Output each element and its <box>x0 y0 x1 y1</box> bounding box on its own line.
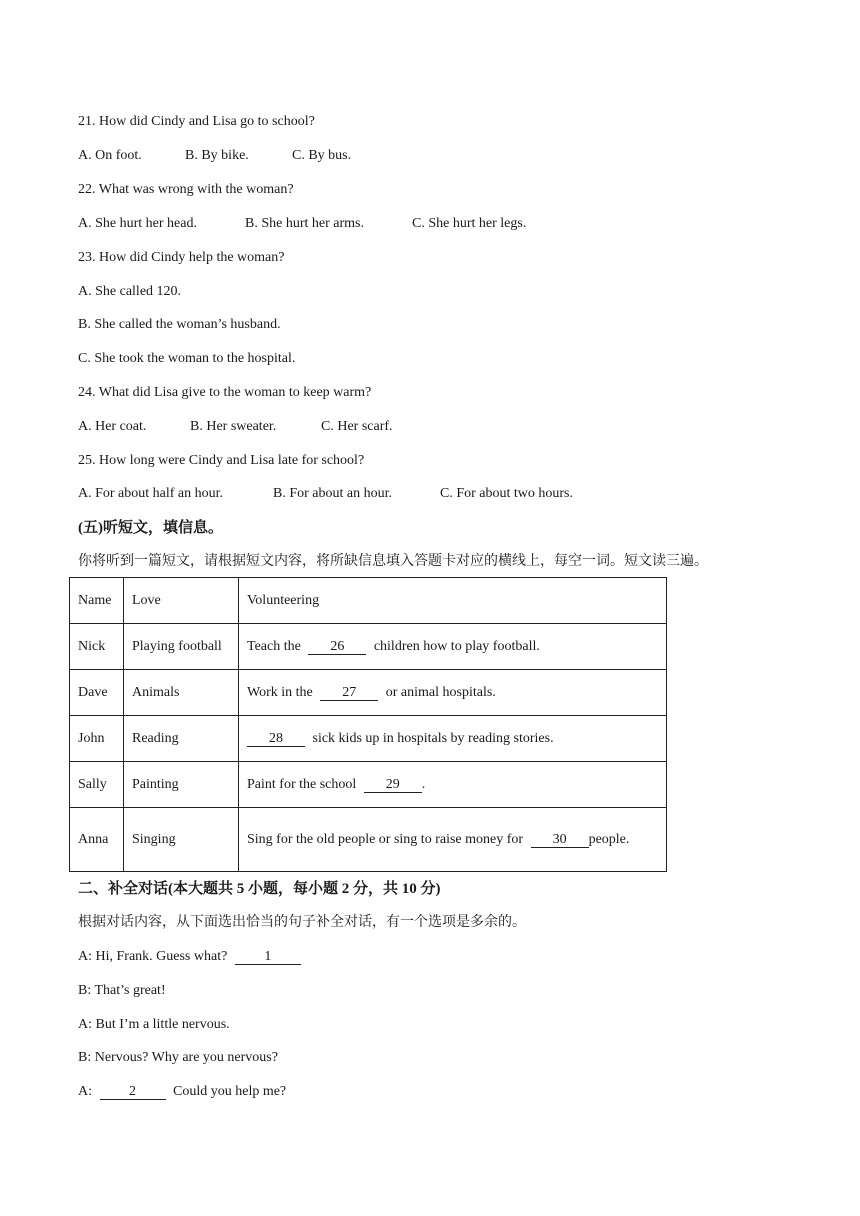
section-heading: (五)听短文，填信息。 <box>78 520 223 536</box>
option-b: B. Her sweater. <box>190 419 277 434</box>
options-row <box>78 147 351 165</box>
cell-volunteering <box>239 762 667 808</box>
header-volunteering: Volunteering <box>239 578 667 624</box>
option-c: C. Her scarf. <box>321 419 393 434</box>
text-pre: Teach the <box>247 638 301 654</box>
cell-volunteering <box>239 670 667 716</box>
table-row <box>70 808 667 872</box>
cell-love: Reading <box>124 716 239 762</box>
question-text: 22. What was wrong with the woman? <box>78 182 294 197</box>
dialogue-line: A: But I’m a little nervous. <box>78 1017 230 1032</box>
text-pre: Sing for the old people or sing to raise money for <box>247 831 524 847</box>
options-row <box>78 485 573 503</box>
option-a: A. For about half an hour. <box>78 486 224 501</box>
cell-love: Playing football <box>124 624 239 670</box>
option-c: C. She took the woman to the hospital. <box>78 351 296 366</box>
answer-blank[interactable]: 2 <box>100 1085 166 1100</box>
question-text: 24. What did Lisa give to the woman to keep warm? <box>78 385 372 400</box>
option-b: B. She hurt her arms. <box>245 216 364 231</box>
table-row <box>70 670 667 716</box>
text-post: children how to play football. <box>373 638 540 654</box>
option-c: C. She hurt her legs. <box>412 216 527 231</box>
answer-blank[interactable]: 28 <box>247 732 305 747</box>
option-c: C. For about two hours. <box>440 486 573 501</box>
dialogue-text: A: <box>78 1084 92 1099</box>
cell-name: Sally <box>70 762 124 808</box>
text-pre: Work in the <box>247 684 313 700</box>
options-row <box>78 418 393 436</box>
question-text: 21. How did Cindy and Lisa go to school? <box>78 114 315 129</box>
cell-love: Painting <box>124 762 239 808</box>
header-name: Name <box>70 578 124 624</box>
option-b: B. For about an hour. <box>273 486 392 501</box>
dialogue-line <box>78 1083 286 1101</box>
question-text: 25. How long were Cindy and Lisa late for school? <box>78 453 365 468</box>
cell-love: Animals <box>124 670 239 716</box>
cell-name: Nick <box>70 624 124 670</box>
question-text: 23. How did Cindy help the woman? <box>78 250 285 265</box>
header-love: Love <box>124 578 239 624</box>
dialogue-text: A: Hi, Frank. Guess what? <box>78 949 228 964</box>
cell-volunteering <box>239 624 667 670</box>
table-header-row <box>70 578 667 624</box>
table-row <box>70 624 667 670</box>
info-table <box>69 577 667 872</box>
dialogue-line: B: That’s great! <box>78 983 166 998</box>
cell-volunteering <box>239 716 667 762</box>
text-post: . <box>421 776 426 792</box>
table-row <box>70 762 667 808</box>
dialogue-line: B: Nervous? Why are you nervous? <box>78 1050 278 1065</box>
option-b: B. She called the woman’s husband. <box>78 317 281 332</box>
cell-volunteering <box>239 808 667 872</box>
cell-love: Singing <box>124 808 239 872</box>
section-instruction: 你将听到一篇短文，请根据短文内容，将所缺信息填入答题卡对应的横线上，每空一词。短文读三遍。 <box>78 554 708 569</box>
dialogue-line <box>78 948 301 966</box>
text-post: or animal hospitals. <box>385 684 496 700</box>
answer-blank[interactable]: 27 <box>320 686 378 701</box>
option-a: A. On foot. <box>78 148 142 163</box>
part2-instruction: 根据对话内容，从下面选出恰当的句子补全对话，有一个选项是多余的。 <box>78 915 526 930</box>
text-post: sick kids up in hospitals by reading stories. <box>312 730 554 746</box>
cell-name: John <box>70 716 124 762</box>
option-a: A. Her coat. <box>78 419 147 434</box>
table-row <box>70 716 667 762</box>
option-b: B. By bike. <box>185 148 249 163</box>
option-a: A. She called 120. <box>78 284 182 299</box>
answer-blank[interactable]: 30 <box>531 833 589 848</box>
dialogue-text-post: Could you help me? <box>173 1084 287 1099</box>
option-c: C. By bus. <box>292 148 352 163</box>
option-a: A. She hurt her head. <box>78 216 197 231</box>
cell-name: Anna <box>70 808 124 872</box>
part2-heading: 二、补全对话(本大题共 5 小题，每小题 2 分，共 10 分) <box>78 881 441 897</box>
cell-name: Dave <box>70 670 124 716</box>
options-row <box>78 215 526 233</box>
answer-blank[interactable]: 26 <box>308 640 366 655</box>
answer-blank[interactable]: 1 <box>235 950 301 965</box>
text-pre: Paint for the school <box>247 776 357 792</box>
answer-blank[interactable]: 29 <box>364 778 422 793</box>
text-post: people. <box>588 831 630 847</box>
